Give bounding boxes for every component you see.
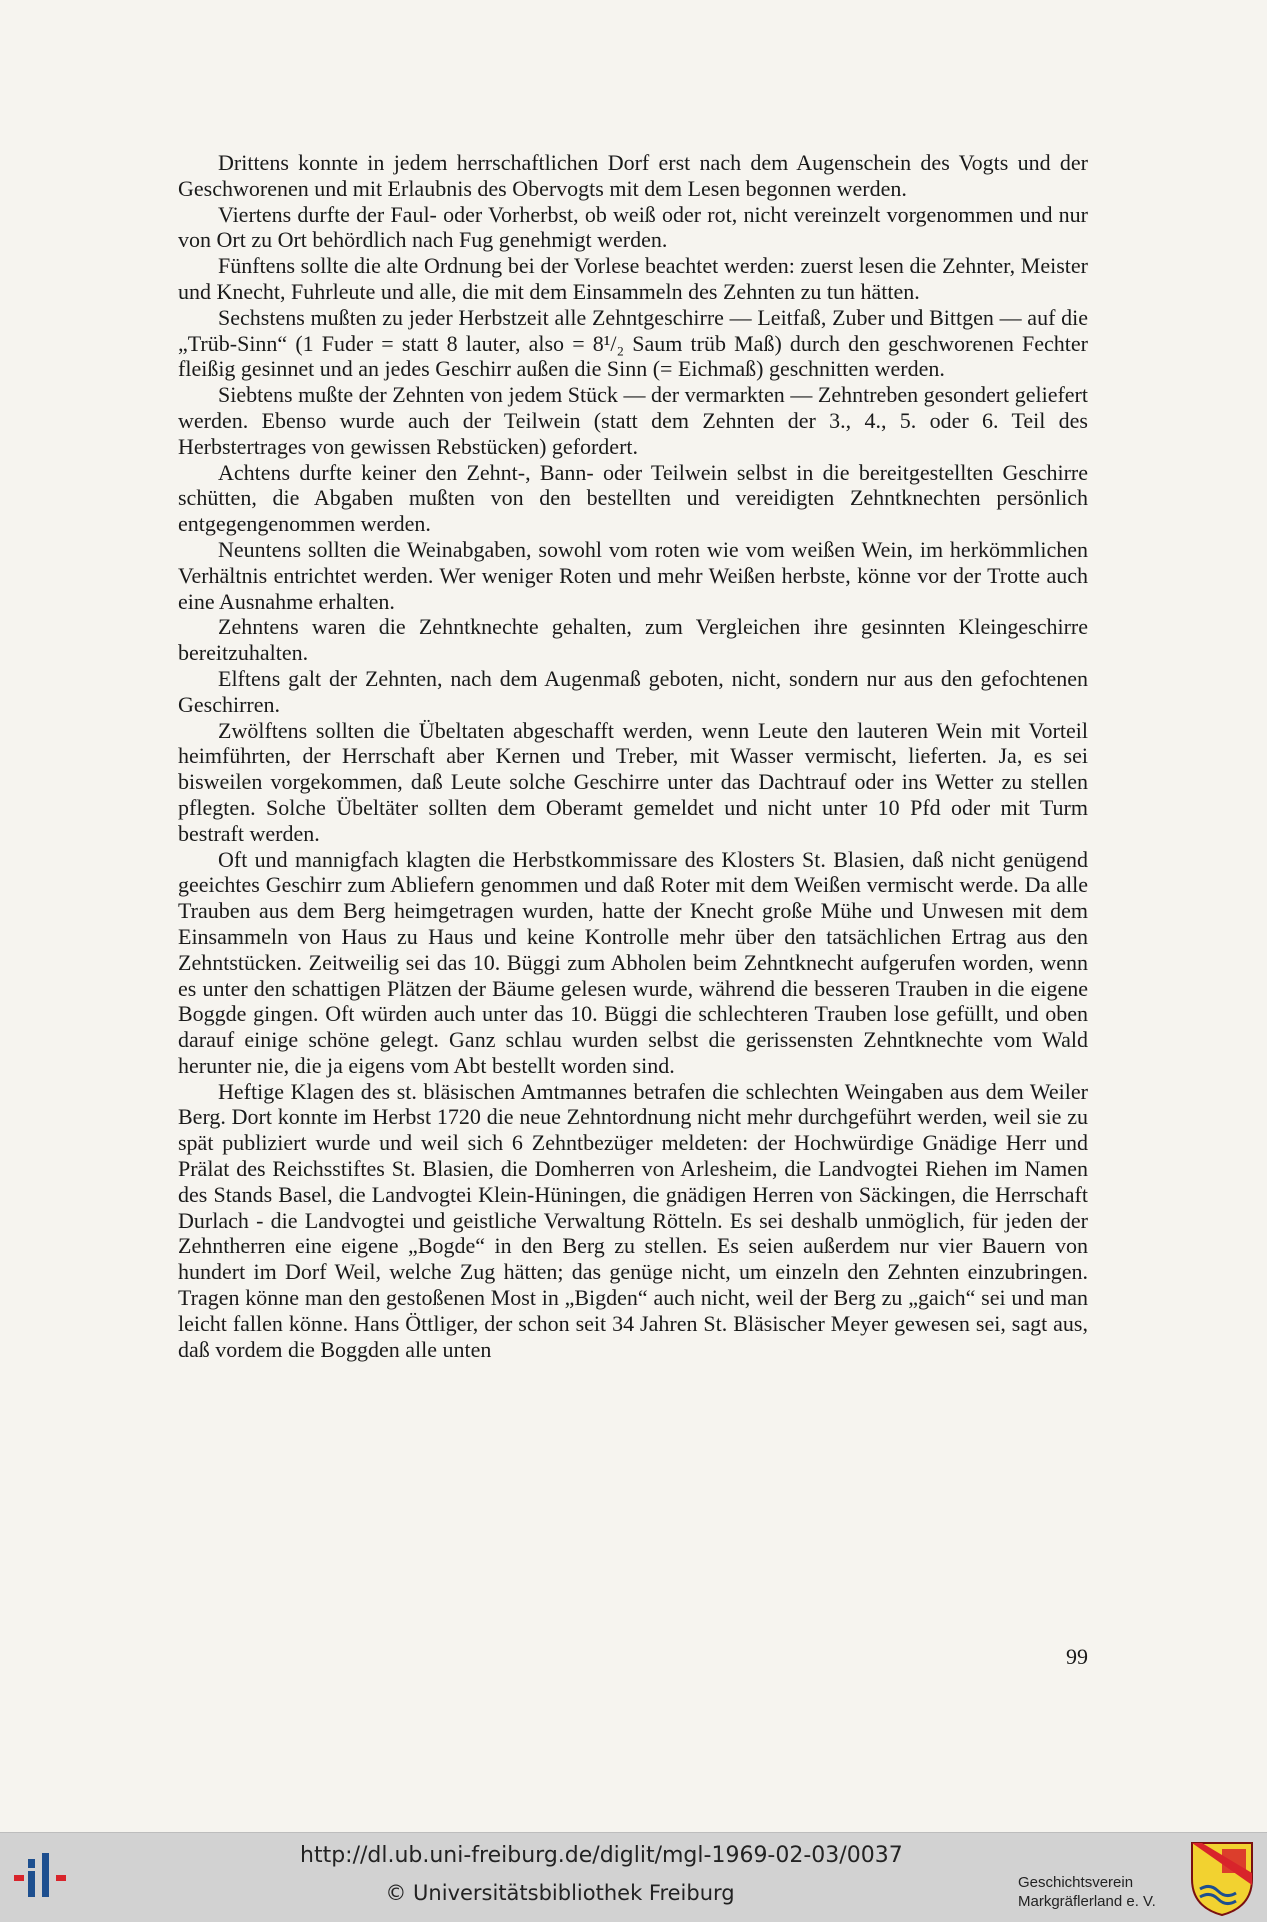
paragraph-zwoelftens: Zwölftens sollten die Übeltaten abgeschafft werden, wenn Leute den lauteren Wein mit Vorteil heimführten, der Herrschaft aber Kernen und Treber, mit Wasser vermischt, lieferten. Ja, es sei bisweilen vorgekommen, daß Leute solche Geschirre unter das Dachtrauf oder ins Wetter zu stellen pflegten. Solche Übeltäter sollten dem Oberamt gemeldet und nicht unter 10 Pfd oder mit Turm bestraft werden. xyxy=(178,717,1088,846)
paragraph-siebtens: Siebtens mußte der Zehnten von jedem Stück — der vermarkten — Zehntreben gesondert geliefert werden. Ebenso wurde auch der Teilwein (statt dem Zehnten der 3., 4., 5. oder 6. Teil des Herbstertrages von gewissen Rebstücken) gefordert. xyxy=(178,382,1088,459)
coat-of-arms-icon xyxy=(1188,1839,1256,1917)
page-body xyxy=(178,150,1088,1362)
paragraph-elftens: Elftens galt der Zehnten, nach dem Augenmaß geboten, nicht, sondern nur aus den gefochtenen Geschirren. xyxy=(178,665,1088,717)
paragraph-fuenftens: Fünftens sollte die alte Ordnung bei der Vorlese beachtet werden: zuerst lesen die Zehnter, Meister und Knecht, Fuhrleute und alle, die mit dem Einsammeln des Zehnten zu tun hätten. xyxy=(178,253,1088,304)
society-line-2: Markgräflerland e. V. xyxy=(1018,1893,1156,1910)
page-number: 99 xyxy=(1066,1644,1088,1669)
paragraph-klagen-amtmann: Heftige Klagen des st. bläsischen Amtmannes betrafen die schlechten Weingaben aus dem Weiler Berg. Dort konnte im Herbst 1720 die neue Zehntordnung nicht mehr durchgeführt werden, weil sie zu spät publiziert wurde und weil sich 6 Zehntbezüger meldeten: der Hochwürdige Gnädige Herr und Prälat des Reichsstiftes St. Blasien, die Domherren von Arlesheim, die Landvogtei Riehen im Namen des Stands Basel, die Landvogtei Klein-Hüningen, die gnädigen Herren von Säckingen, die Herrschaft Durlach - die Landvogtei und geistliche Verwaltung Rötteln. Es sei deshalb unmöglich, für jeden der Zehntherren eine eigene „Bogde“ in den Berg zu stellen. Es seien außerdem nur vier Bauern von hundert im Dorf Weil, welche Zug hätten; das genüge nicht, um einzeln den Zehnten einzubringen. Tragen könne man den gestoßenen Most in „Bigden“ auch nicht, weil der Berg zu „gaich“ sei und man leicht fallen könne. Hans Öttliger, der schon seit 34 Jahren St. Bläsischer Meyer gewesen sei, sagt aus, daß vordem die Boggden alle unten xyxy=(178,1078,1088,1362)
paragraph-neuntens: Neuntens sollten die Weinabgaben, sowohl vom roten wie vom weißen Wein, im herkömmlichen Verhältnis entrichtet werden. Wer weniger Roten und mehr Weißen herbste, könne vor der Trotte auch eine Ausnahme erhalten. xyxy=(178,536,1088,614)
viewer-footer xyxy=(0,1832,1267,1922)
paragraph-achtens: Achtens durfte keiner den Zehnt-, Bann- oder Teilwein selbst in die bereitgestellten Geschirre schütten, die Abgaben mußten von den bestellten und vereidigten Zehntknechten persönlich entgegengenommen werden. xyxy=(178,459,1088,537)
document-url-link[interactable]: http://dl.ub.uni-freiburg.de/diglit/mgl-1969-02-03/0037 xyxy=(300,1843,903,1868)
paragraph-viertens: Viertens durfte der Faul- oder Vorherbst, ob weiß oder rot, nicht vereinzelt vorgenommen und nur von Ort zu Ort behördlich nach Fug genehmigt werden. xyxy=(178,201,1088,253)
society-line-1: Geschichtsverein xyxy=(1018,1874,1134,1891)
copyright-notice: © Universitätsbibliothek Freiburg xyxy=(385,1881,735,1905)
paragraph-zehntens: Zehntens waren die Zehntknechte gehalten, zum Vergleichen ihre gesinnten Kleingeschirre bereitzuhalten. xyxy=(178,614,1088,666)
society-name xyxy=(1018,1873,1188,1911)
paragraph-drittens: Drittens konnte in jedem herrschaftlichen Dorf erst nach dem Augenschein des Vogts und der Geschworenen und mit Erlaubnis des Obervogts mit dem Lesen begonnen werden. xyxy=(178,150,1088,201)
paragraph-herbstkommissare: Oft und mannigfach klagten die Herbstkommissare des Klosters St. Blasien, daß nicht genügend geeichtes Geschirr zum Abliefern genommen und daß Roter mit dem Weißen vermischt werde. Da alle Trauben aus dem Berg heimgetragen wurden, hatte der Knecht große Mühe und Unwesen mit dem Einsammeln von Haus zu Haus und keine Kontrolle mehr über den tatsächlichen Ertrag aus den Zehntstücken. Zeitweilig sei das 10. Büggi zum Abholen beim Zehntknecht aufgerufen worden, wenn es unter den schattigen Plätzen der Bäume gelesen wurde, während die besseren Trauben in die eigene Boggde gingen. Oft würden auch unter das 10. Büggi die schlechteren Trauben lose gefüllt, und oben darauf einige schöne gelegt. Ganz schlau wurden selbst die gerissensten Zehntknechte vom Wald herunter nie, die ja eigens vom Abt bestellt worden sind. xyxy=(178,846,1088,1078)
paragraph-sechstens: Sechstens mußten zu jeder Herbstzeit alle Zehntgeschirre — Leitfaß, Zuber und Bittgen — auf die „Trüb-Sinn“ (1 Fuder = statt 8 lauter, also = 8¹/₂ Saum trüb Maß) durch den geschworenen Fechter fleißig gesinnet und an jedes Geschirr außen die Sinn (= Eichmaß) geschnitten werden. xyxy=(178,304,1088,382)
ub-freiburg-logo-icon[interactable] xyxy=(10,1849,80,1909)
